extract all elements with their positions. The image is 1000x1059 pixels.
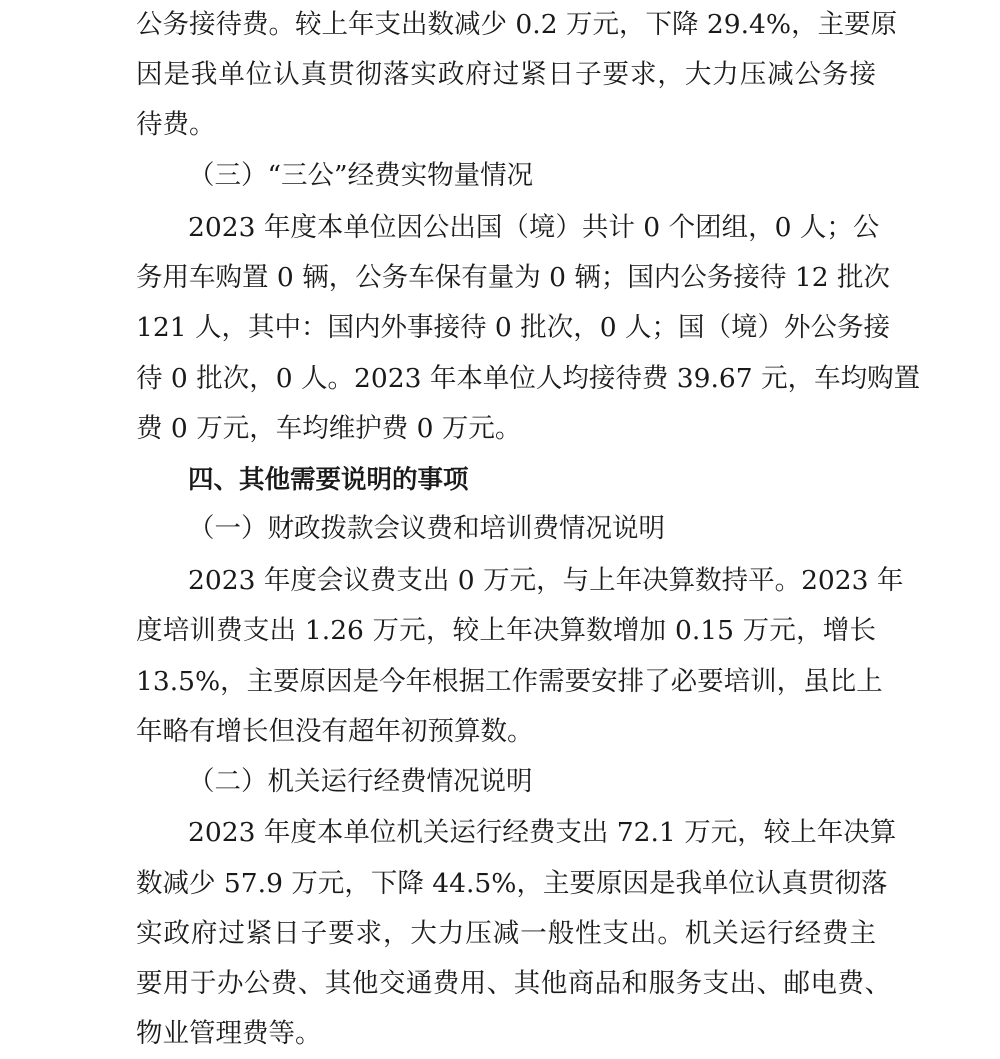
operating-expenses-line-5: 物业管理费等。 — [136, 1018, 322, 1049]
hospitality-paragraph-line-3: 待费。 — [136, 109, 216, 140]
section-heading-other-matters: 四、其他需要说明的事项 — [188, 465, 469, 495]
physical-quantity-heading: （三）“三公”经费实物量情况 — [188, 160, 534, 191]
operating-expenses-line-4: 要用于办公费、其他交通费用、其他商品和服务支出、邮电费、 — [136, 968, 891, 999]
physical-quantity-line-1: 2023 年度本单位因公出国（境）共计 0 个团组，0 人；公 — [188, 212, 880, 243]
physical-quantity-line-3: 121 人，其中：国内外事接待 0 批次，0 人；国（境）外公务接 — [136, 312, 890, 343]
operating-expenses-heading: （二）机关运行经费情况说明 — [188, 766, 533, 797]
meeting-training-heading: （一）财政拨款会议费和培训费情况说明 — [188, 513, 665, 544]
meeting-training-line-4: 年略有增长但没有超年初预算数。 — [136, 716, 534, 747]
physical-quantity-line-5: 费 0 万元，车均维护费 0 万元。 — [136, 413, 522, 444]
hospitality-paragraph-line-2: 因是我单位认真贯彻落实政府过紧日子要求，大力压减公务接 — [136, 59, 876, 90]
hospitality-paragraph-line-1: 公务接待费。较上年支出数减少 0.2 万元，下降 29.4%，主要原 — [136, 9, 898, 40]
physical-quantity-line-2: 务用车购置 0 辆，公务车保有量为 0 辆；国内公务接待 12 批次 — [136, 262, 890, 293]
operating-expenses-line-3: 实政府过紧日子要求，大力压减一般性支出。机关运行经费主 — [136, 918, 876, 949]
operating-expenses-line-1: 2023 年度本单位机关运行经费支出 72.1 万元，较上年决算 — [188, 817, 897, 848]
meeting-training-line-1: 2023 年度会议费支出 0 万元，与上年决算数持平。2023 年 — [188, 565, 904, 596]
meeting-training-line-2: 度培训费支出 1.26 万元，较上年决算数增加 0.15 万元，增长 — [136, 615, 876, 646]
physical-quantity-line-4: 待 0 批次，0 人。2023 年本单位人均接待费 39.67 元，车均购置 — [136, 363, 921, 394]
operating-expenses-line-2: 数减少 57.9 万元，下降 44.5%，主要原因是我单位认真贯彻落 — [136, 868, 888, 899]
meeting-training-line-3: 13.5%，主要原因是今年根据工作需要安排了必要培训，虽比上 — [136, 666, 883, 697]
